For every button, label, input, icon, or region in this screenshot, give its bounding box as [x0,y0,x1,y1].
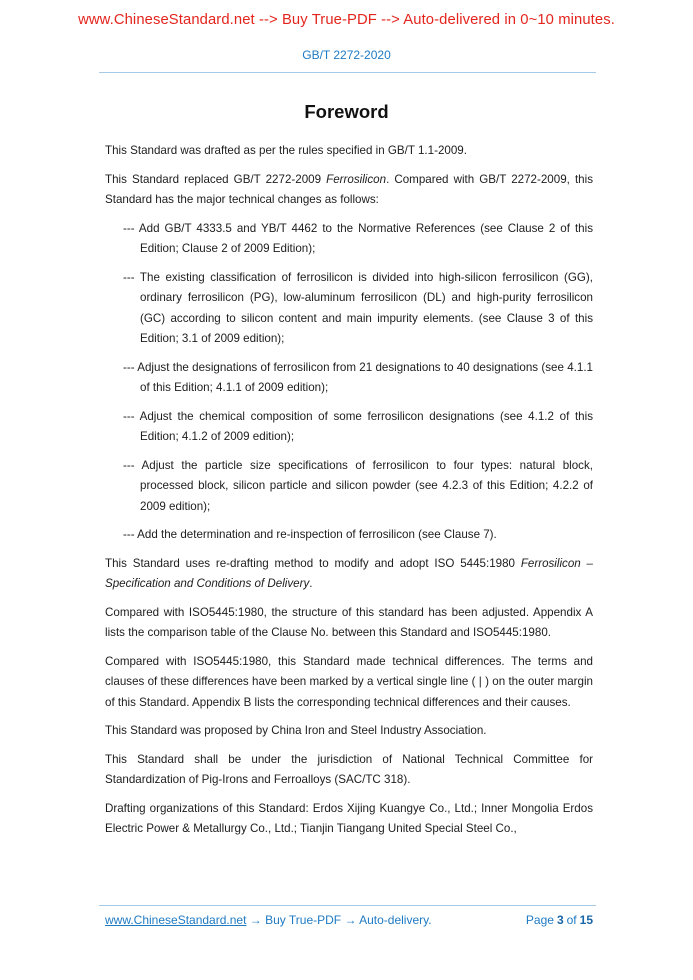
document-body [105,141,593,848]
change-item: --- The existing classification of ferrosilicon is divided into high-silicon ferrosilicon (GG), ordinary ferrosilicon (PG), low-aluminum ferrosilicon (DL) and high-purity ferrosilicon (GC) according to silicon content and main impurity elements. (see Clause 3 of this Edition; 3.1 of 2009 edition); [123,270,593,345]
paragraph-drafting-rules: This Standard was drafted as per the rules specified in GB/T 1.1-2009. [105,144,467,157]
page-indicator [523,913,593,927]
paragraph-iso-adoption-pre: This Standard uses re-drafting method to modify and adopt ISO 5445:1980 [105,556,521,570]
paragraph-iso-adoption-post: . [309,577,313,590]
paragraph-replacement-post: . Compared with GB/T 2272-2009, this Standard has the major technical changes as follows: [105,172,593,206]
page-total: 15 [579,913,593,927]
change-item: --- Add the determination and re-inspection of ferrosilicon (see Clause 7). [123,528,497,541]
standard-number: GB/T 2272-2020 [302,48,391,62]
footer-site-link[interactable]: www.ChineseStandard.net [105,913,247,927]
header-divider [99,72,596,73]
paragraph-technical-differences: Compared with ISO5445:1980, this Standard made technical differences. The terms and clauses of these differences have been marked by a vertical single line ( | ) on the outer margin of this Standard. Appendix B lists the corresponding technical differences and their causes. [105,654,593,709]
change-item: --- Adjust the particle size specifications of ferrosilicon to four types: natural block, processed block, silicon particle and silicon powder (see 4.2.3 of this Edition; 4.2.2 of 2009 edition); [123,458,593,513]
promo-banner: www.ChineseStandard.net --> Buy True-PDF --> Auto-delivered in 0~10 minutes. [78,12,615,28]
footer-promo [105,913,432,927]
paragraph-replacement [105,170,593,211]
page-title: Foreword [304,101,389,122]
change-item: --- Add GB/T 4333.5 and YB/T 4462 to the Normative References (see Clause 2 of this Edition; Clause 2 of 2009 Edition); [123,221,593,255]
paragraph-iso-adoption [105,554,593,595]
footer-divider [99,905,596,906]
page-current: 3 [556,913,564,927]
paragraph-structure-adjusted: Compared with ISO5445:1980, the structure of this standard has been adjusted. Appendix A lists the comparison table of the Clause No. between this Standard and ISO5445:1980. [105,605,593,639]
paragraph-drafting-organizations: Drafting organizations of this Standard: Erdos Xijing Kuangye Co., Ltd.; Inner Mongolia Erdos Electric Power & Metallurgy Co., Ltd.; Tianjin Tiangang United Special Steel Co., [105,801,593,835]
page-of-label: of [566,913,577,927]
page-label: Page [525,913,554,927]
change-item: --- Adjust the chemical composition of some ferrosilicon designations (see 4.1.2 of this Edition; 4.1.2 of 2009 edition); [123,409,593,443]
italic-iso-title: Ferrosilicon – Specification and Conditions of Delivery [105,556,593,590]
paragraph-replacement-pre: This Standard replaced GB/T 2272-2009 [105,172,327,186]
footer-promo-text: → Buy True-PDF → Auto-delivery. [246,913,432,927]
paragraph-proposed-by: This Standard was proposed by China Iron and Steel Industry Association. [105,724,487,737]
italic-ferrosilicon: Ferrosilicon [326,172,387,186]
paragraph-jurisdiction: This Standard shall be under the jurisdiction of National Technical Committee for Standardization of Pig-Irons and Ferroalloys (SAC/TC 318). [105,752,593,786]
page-footer [105,913,593,927]
change-item: --- Adjust the designations of ferrosilicon from 21 designations to 40 designations (see 4.1.1 of this Edition; 4.1.1 of 2009 edition); [123,360,593,394]
